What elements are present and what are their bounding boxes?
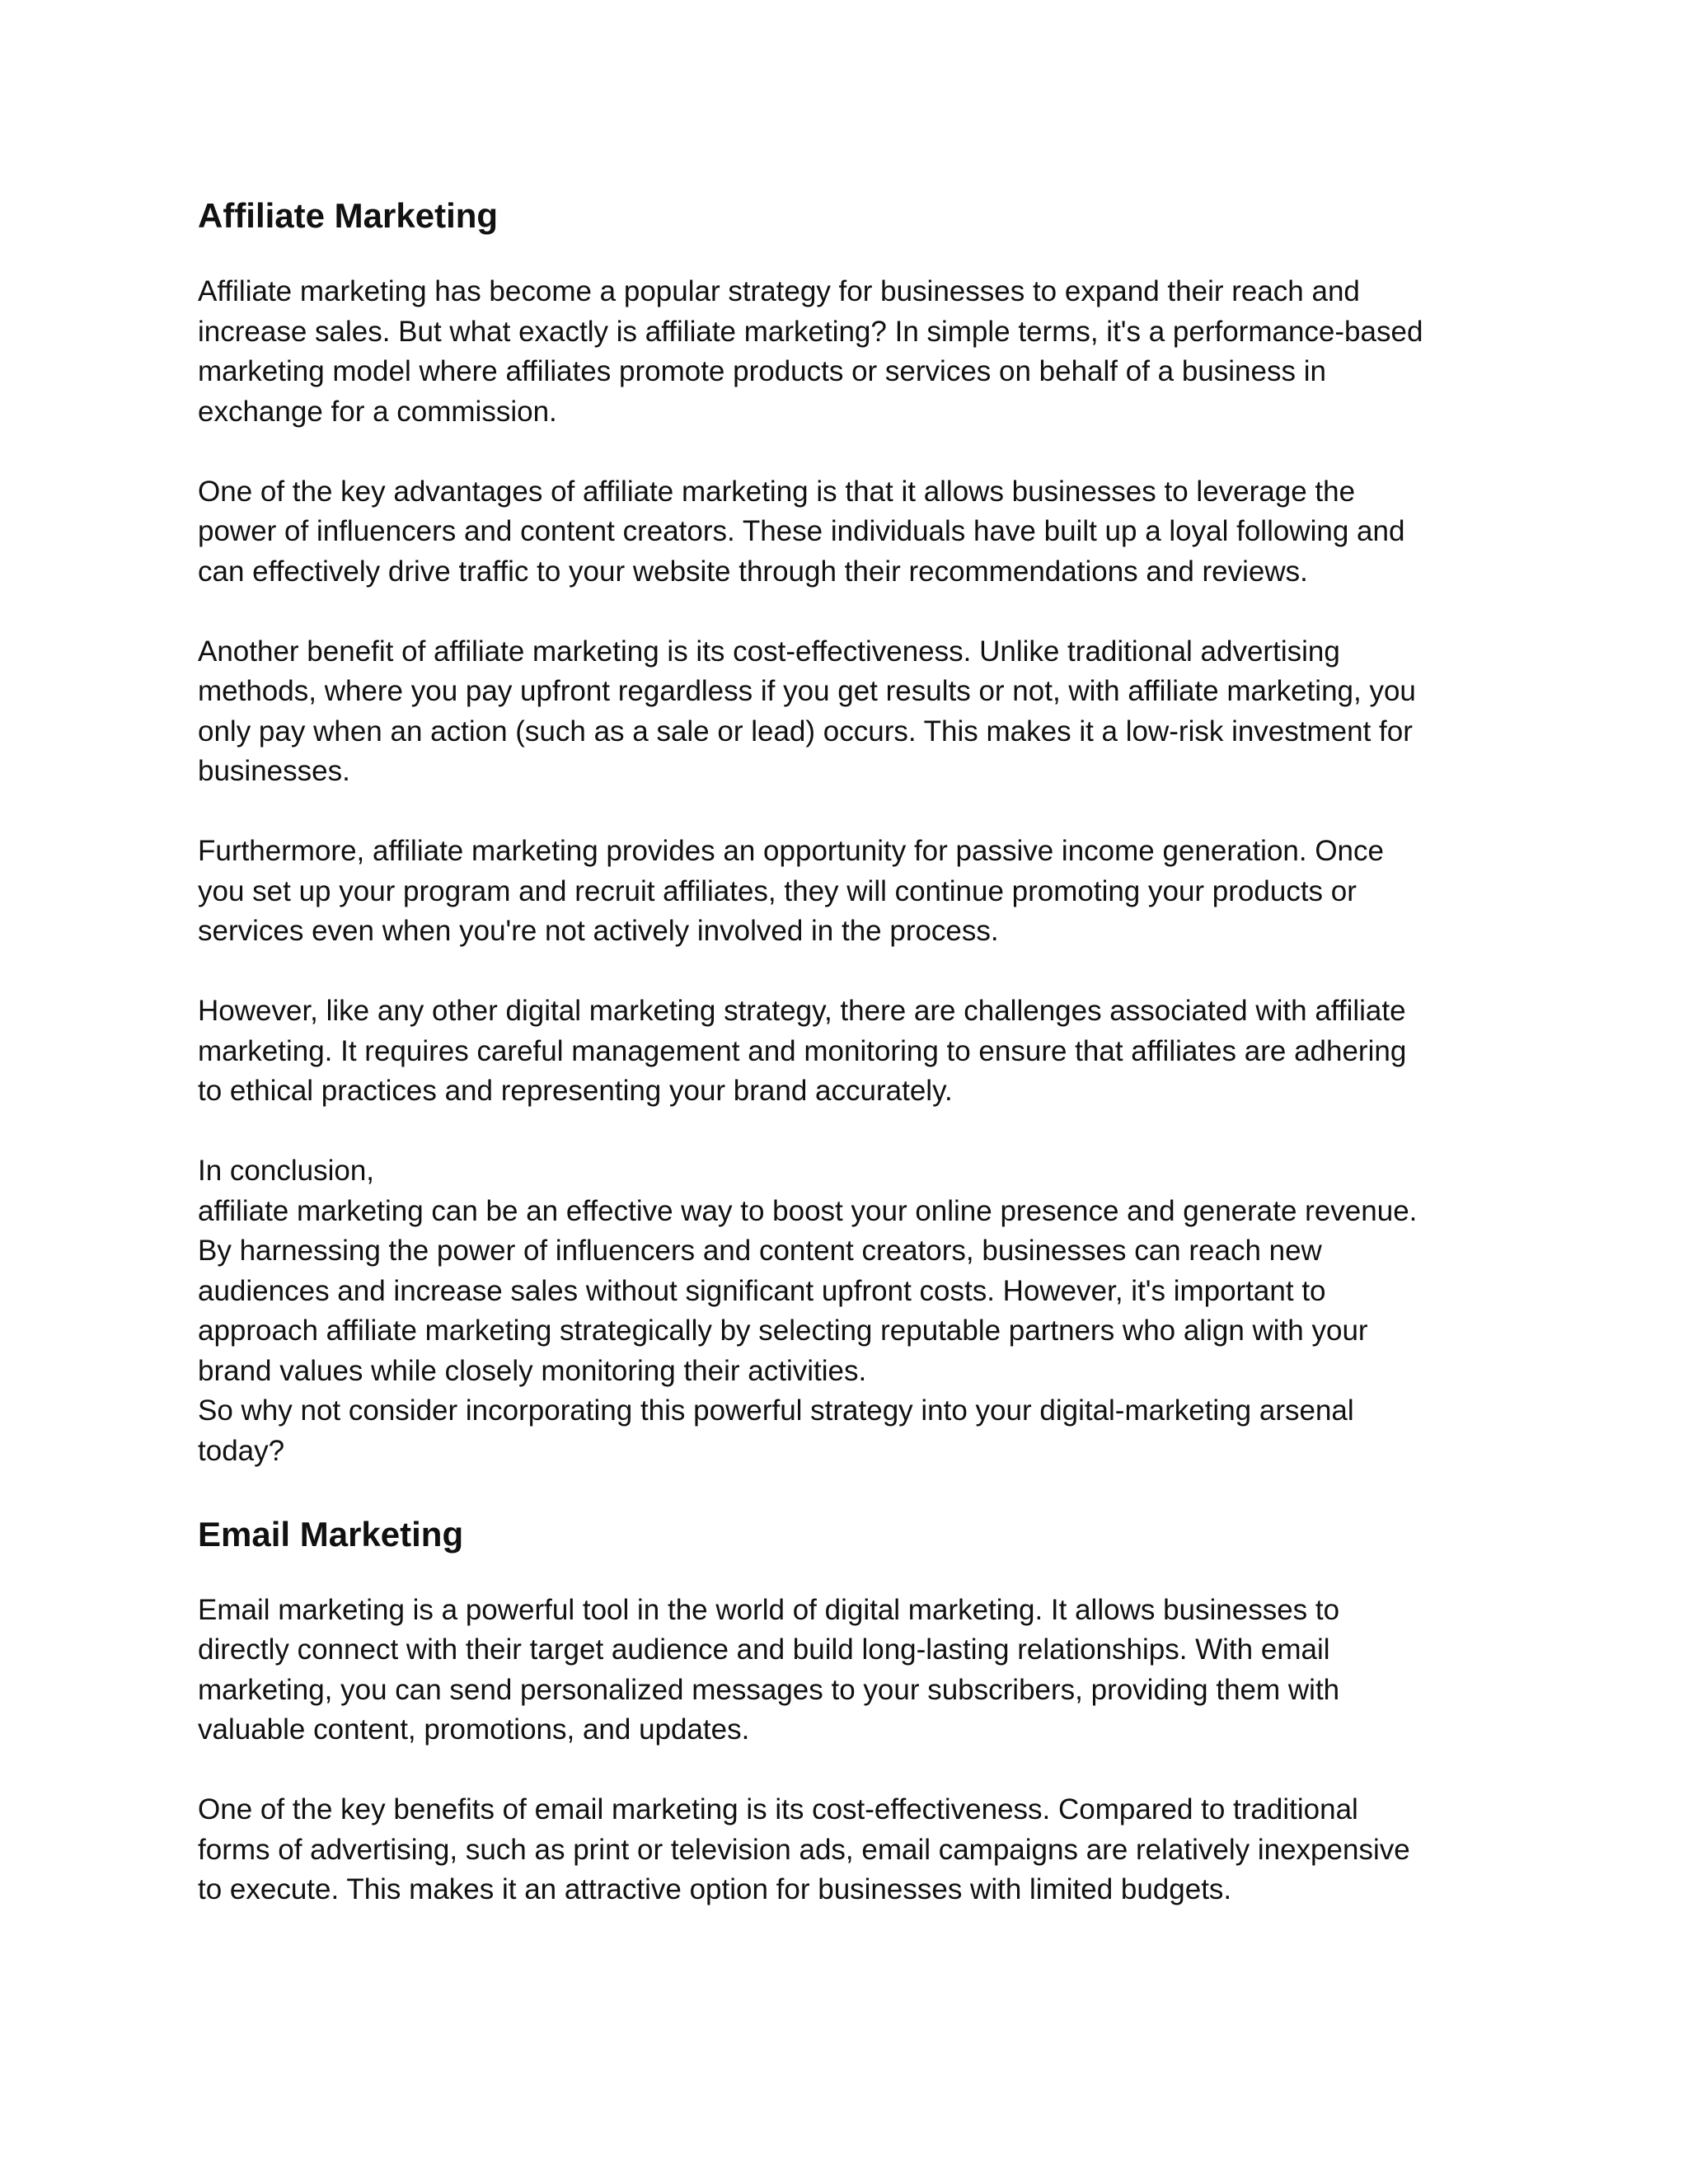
paragraph-line: Email marketing is a powerful tool in the world of digital marketing. It allows businesses to <box>198 1593 1340 1626</box>
paragraph-line: One of the key advantages of affiliate marketing is that it allows businesses to leverage the <box>198 475 1356 508</box>
paragraph-line: can effectively drive traffic to your website through their recommendations and reviews. <box>198 555 1308 588</box>
paragraph-line: marketing model where affiliates promote products or services on behalf of a business in <box>198 355 1326 387</box>
paragraph-line: to execute. This makes it an attractive option for businesses with limited budgets. <box>198 1873 1232 1905</box>
paragraph-line: to ethical practices and representing your brand accurately. <box>198 1075 953 1107</box>
paragraph-line: power of influencers and content creators. These individuals have built up a loyal following and <box>198 515 1405 547</box>
paragraph-conclusion <box>198 1151 1517 1471</box>
paragraph-line: directly connect with their target audience and build long-lasting relationships. With email <box>198 1633 1330 1666</box>
paragraph-line: services even when you're not actively involved in the process. <box>198 915 999 947</box>
paragraph-line: Another benefit of affiliate marketing is its cost-effectiveness. Unlike traditional advertising <box>198 635 1340 668</box>
paragraph-line: Affiliate marketing has become a popular strategy for businesses to expand their reach and <box>198 275 1360 307</box>
paragraph-line: marketing, you can send personalized messages to your subscribers, providing them with <box>198 1673 1340 1706</box>
paragraph <box>198 1591 1517 1750</box>
paragraph-line: Furthermore, affiliate marketing provides an opportunity for passive income generation. Once <box>198 835 1384 867</box>
paragraph-line: marketing. It requires careful management and monitoring to ensure that affiliates are adhering <box>198 1034 1407 1067</box>
paragraph-line: In conclusion, <box>198 1155 375 1187</box>
paragraph-line: businesses. <box>198 755 350 787</box>
paragraph-line: However, like any other digital marketing strategy, there are challenges associated with affiliate <box>198 995 1406 1027</box>
paragraph-line: approach affiliate marketing strategically by selecting reputable partners who align with your <box>198 1315 1368 1347</box>
section-affiliate-marketing <box>198 191 1517 1471</box>
paragraph-line: you set up your program and recruit affiliates, they will continue promoting your products or <box>198 874 1357 907</box>
paragraph <box>198 272 1517 432</box>
section-heading: Affiliate Marketing <box>198 196 499 235</box>
paragraph <box>198 472 1517 593</box>
paragraph-line: brand values while closely monitoring their activities. <box>198 1354 867 1387</box>
section-email-marketing <box>198 1510 1517 1910</box>
paragraph <box>198 991 1517 1112</box>
paragraph-line: affiliate marketing can be an effective way to boost your online presence and generate revenue. <box>198 1194 1418 1227</box>
document-page <box>198 191 1517 1950</box>
paragraph-line: One of the key benefits of email marketing is its cost-effectiveness. Compared to traditional <box>198 1793 1358 1825</box>
paragraph-line: exchange for a commission. <box>198 395 557 428</box>
paragraph-line: By harnessing the power of influencers and content creators, businesses can reach new <box>198 1235 1322 1267</box>
paragraph-line: So why not consider incorporating this powerful strategy into your digital-marketing arsenal <box>198 1394 1354 1427</box>
paragraph-line: forms of advertising, such as print or television ads, email campaigns are relatively inexpensive <box>198 1833 1410 1866</box>
paragraph-line: methods, where you pay upfront regardless if you get results or not, with affiliate marketing, you <box>198 675 1416 707</box>
paragraph-line: valuable content, promotions, and updates. <box>198 1713 750 1746</box>
paragraph-line: only pay when an action (such as a sale or lead) occurs. This makes it a low-risk investment for <box>198 715 1413 748</box>
paragraph <box>198 1790 1517 1910</box>
section-heading: Email Marketing <box>198 1514 464 1554</box>
paragraph <box>198 832 1517 952</box>
paragraph-line: today? <box>198 1434 285 1467</box>
paragraph-line: increase sales. But what exactly is affiliate marketing? In simple terms, it's a performance-based <box>198 315 1423 348</box>
paragraph <box>198 632 1517 792</box>
paragraph-line: audiences and increase sales without significant upfront costs. However, it's important to <box>198 1274 1326 1307</box>
